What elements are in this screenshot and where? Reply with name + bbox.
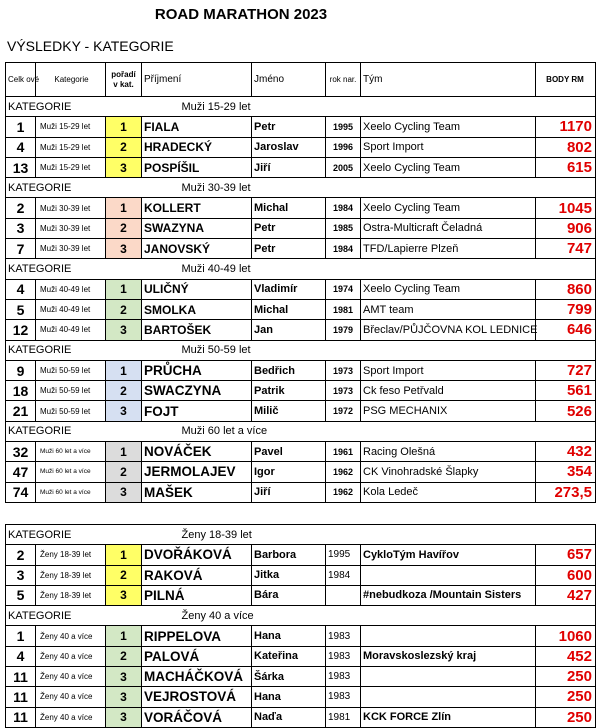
section-header-row bbox=[6, 524, 596, 544]
birth-year-cell: 1984 bbox=[326, 565, 361, 585]
category-rank-cell: 3 bbox=[106, 667, 142, 687]
category-rank-cell: 3 bbox=[106, 401, 142, 421]
header-rank: pořadí v kat. bbox=[106, 63, 142, 97]
birth-year-cell: 1974 bbox=[326, 279, 361, 299]
birth-year-cell: 1995 bbox=[326, 117, 361, 137]
category-rank-cell: 3 bbox=[106, 707, 142, 727]
overall-position-cell: 3 bbox=[6, 218, 36, 238]
category-rank-cell: 3 bbox=[106, 482, 142, 502]
first-name-cell: Jitka bbox=[252, 565, 326, 585]
points-cell: 646 bbox=[536, 320, 596, 340]
section-label: KATEGORIE bbox=[6, 340, 142, 360]
category-cell: Muži 30-39 let bbox=[36, 218, 106, 238]
first-name-cell: Michal bbox=[252, 299, 326, 319]
category-cell: Muži 50-59 let bbox=[36, 360, 106, 380]
table-row bbox=[6, 198, 596, 218]
category-cell: Muži 60 let a více bbox=[36, 482, 106, 502]
category-cell: Ženy 40 a více bbox=[36, 707, 106, 727]
category-cell: Muži 30-39 let bbox=[36, 239, 106, 259]
team-cell: CK Vinohradské Šlapky bbox=[361, 462, 536, 482]
table-row bbox=[6, 218, 596, 238]
first-name-cell: Patrik bbox=[252, 381, 326, 401]
category-cell: Muži 40-49 let bbox=[36, 299, 106, 319]
points-cell: 250 bbox=[536, 667, 596, 687]
header-category: Kategorie bbox=[36, 63, 106, 97]
points-cell: 657 bbox=[536, 545, 596, 565]
table-row bbox=[6, 239, 596, 259]
category-rank-cell: 2 bbox=[106, 137, 142, 157]
surname-cell: ULIČNÝ bbox=[142, 279, 252, 299]
spacer-row bbox=[6, 502, 596, 524]
category-cell: Muži 40-49 let bbox=[36, 279, 106, 299]
surname-cell: JANOVSKÝ bbox=[142, 239, 252, 259]
table-row bbox=[6, 137, 596, 157]
birth-year-cell: 1983 bbox=[326, 687, 361, 707]
table-row bbox=[6, 442, 596, 462]
overall-position-cell: 4 bbox=[6, 646, 36, 666]
overall-position-cell: 18 bbox=[6, 381, 36, 401]
first-name-cell: Naďa bbox=[252, 707, 326, 727]
category-rank-cell: 1 bbox=[106, 279, 142, 299]
team-cell: CykloTým Havířov bbox=[361, 545, 536, 565]
first-name-cell: Jiří bbox=[252, 157, 326, 177]
first-name-cell: Jaroslav bbox=[252, 137, 326, 157]
first-name-cell: Bedřich bbox=[252, 360, 326, 380]
surname-cell: FIALA bbox=[142, 117, 252, 137]
birth-year-cell: 1981 bbox=[326, 299, 361, 319]
overall-position-cell: 3 bbox=[6, 565, 36, 585]
team-cell: KCK FORCE Zlín bbox=[361, 707, 536, 727]
section-label: KATEGORIE bbox=[6, 259, 142, 279]
surname-cell: PRŮCHA bbox=[142, 360, 252, 380]
section-header-row bbox=[6, 259, 596, 279]
team-cell: Racing Olešná bbox=[361, 442, 536, 462]
overall-position-cell: 2 bbox=[6, 198, 36, 218]
surname-cell: PILNÁ bbox=[142, 585, 252, 605]
surname-cell: DVOŘÁKOVÁ bbox=[142, 545, 252, 565]
category-cell: Ženy 40 a více bbox=[36, 626, 106, 646]
section-header-row bbox=[6, 97, 596, 117]
points-cell: 427 bbox=[536, 585, 596, 605]
category-cell: Muži 60 let a více bbox=[36, 442, 106, 462]
page-subtitle: VÝSLEDKY - KATEGORIE bbox=[7, 38, 174, 54]
category-cell: Muži 60 let a více bbox=[36, 462, 106, 482]
section-header-row bbox=[6, 606, 596, 626]
overall-position-cell: 1 bbox=[6, 117, 36, 137]
section-name: Muži 30-39 let bbox=[142, 178, 596, 198]
overall-position-cell: 5 bbox=[6, 585, 36, 605]
birth-year-cell: 1979 bbox=[326, 320, 361, 340]
category-cell: Ženy 18-39 let bbox=[36, 545, 106, 565]
team-cell: PSG MECHANIX bbox=[361, 401, 536, 421]
birth-year-cell: 1983 bbox=[326, 626, 361, 646]
team-cell: Xeelo Cycling Team bbox=[361, 279, 536, 299]
surname-cell: NOVÁČEK bbox=[142, 442, 252, 462]
first-name-cell: Petr bbox=[252, 239, 326, 259]
category-cell: Ženy 40 a více bbox=[36, 687, 106, 707]
header-overall: Celk ové bbox=[6, 63, 36, 97]
section-name: Muži 40-49 let bbox=[142, 259, 596, 279]
overall-position-cell: 21 bbox=[6, 401, 36, 421]
surname-cell: KOLLERT bbox=[142, 198, 252, 218]
table-row bbox=[6, 626, 596, 646]
overall-position-cell: 1 bbox=[6, 626, 36, 646]
section-name: Muži 60 let a více bbox=[142, 421, 596, 441]
points-cell: 860 bbox=[536, 279, 596, 299]
category-rank-cell: 2 bbox=[106, 381, 142, 401]
team-cell: AMT team bbox=[361, 299, 536, 319]
points-cell: 1170 bbox=[536, 117, 596, 137]
birth-year-cell: 1983 bbox=[326, 667, 361, 687]
surname-cell: PALOVÁ bbox=[142, 646, 252, 666]
first-name-cell: Milič bbox=[252, 401, 326, 421]
surname-cell: BARTOŠEK bbox=[142, 320, 252, 340]
first-name-cell: Igor bbox=[252, 462, 326, 482]
team-cell: #nebudkoza /Mountain Sisters bbox=[361, 585, 536, 605]
first-name-cell: Hana bbox=[252, 687, 326, 707]
table-row bbox=[6, 360, 596, 380]
category-rank-cell: 2 bbox=[106, 462, 142, 482]
surname-cell: POSPÍŠIL bbox=[142, 157, 252, 177]
overall-position-cell: 9 bbox=[6, 360, 36, 380]
points-cell: 354 bbox=[536, 462, 596, 482]
section-label: KATEGORIE bbox=[6, 97, 142, 117]
overall-position-cell: 47 bbox=[6, 462, 36, 482]
surname-cell: FOJT bbox=[142, 401, 252, 421]
team-cell bbox=[361, 565, 536, 585]
birth-year-cell: 1961 bbox=[326, 442, 361, 462]
category-rank-cell: 3 bbox=[106, 687, 142, 707]
points-cell: 906 bbox=[536, 218, 596, 238]
surname-cell: MACHÁČKOVÁ bbox=[142, 667, 252, 687]
first-name-cell: Pavel bbox=[252, 442, 326, 462]
first-name-cell: Bára bbox=[252, 585, 326, 605]
category-cell: Muži 15-29 let bbox=[36, 157, 106, 177]
page-title: ROAD MARATHON 2023 bbox=[154, 6, 328, 23]
birth-year-cell: 1985 bbox=[326, 218, 361, 238]
surname-cell: SMOLKA bbox=[142, 299, 252, 319]
overall-position-cell: 7 bbox=[6, 239, 36, 259]
first-name-cell: Hana bbox=[252, 626, 326, 646]
points-cell: 615 bbox=[536, 157, 596, 177]
table-row bbox=[6, 646, 596, 666]
table-row bbox=[6, 157, 596, 177]
category-cell: Muži 50-59 let bbox=[36, 381, 106, 401]
birth-year-cell: 2005 bbox=[326, 157, 361, 177]
points-cell: 1060 bbox=[536, 626, 596, 646]
header-year: rok nar. bbox=[326, 63, 361, 97]
overall-position-cell: 11 bbox=[6, 667, 36, 687]
team-cell bbox=[361, 667, 536, 687]
section-label: KATEGORIE bbox=[6, 421, 142, 441]
team-cell: Ck feso Petřvald bbox=[361, 381, 536, 401]
first-name-cell: Petr bbox=[252, 218, 326, 238]
birth-year-cell: 1962 bbox=[326, 462, 361, 482]
category-rank-cell: 1 bbox=[106, 198, 142, 218]
points-cell: 727 bbox=[536, 360, 596, 380]
table-row bbox=[6, 381, 596, 401]
section-name: Muži 50-59 let bbox=[142, 340, 596, 360]
section-label: KATEGORIE bbox=[6, 524, 142, 544]
overall-position-cell: 12 bbox=[6, 320, 36, 340]
category-rank-cell: 2 bbox=[106, 646, 142, 666]
category-rank-cell: 3 bbox=[106, 239, 142, 259]
surname-cell: VORÁČOVÁ bbox=[142, 707, 252, 727]
surname-cell: RIPPELOVA bbox=[142, 626, 252, 646]
birth-year-cell: 1995 bbox=[326, 545, 361, 565]
birth-year-cell: 1962 bbox=[326, 482, 361, 502]
team-cell: TFD/Lapierre Plzeň bbox=[361, 239, 536, 259]
overall-position-cell: 5 bbox=[6, 299, 36, 319]
points-cell: 1045 bbox=[536, 198, 596, 218]
section-label: KATEGORIE bbox=[6, 178, 142, 198]
category-cell: Muži 40-49 let bbox=[36, 320, 106, 340]
overall-position-cell: 32 bbox=[6, 442, 36, 462]
category-rank-cell: 3 bbox=[106, 157, 142, 177]
surname-cell: SWAZYNA bbox=[142, 218, 252, 238]
table-row bbox=[6, 687, 596, 707]
team-cell bbox=[361, 687, 536, 707]
birth-year-cell: 1984 bbox=[326, 239, 361, 259]
surname-cell: SWACZYNA bbox=[142, 381, 252, 401]
overall-position-cell: 11 bbox=[6, 707, 36, 727]
section-label: KATEGORIE bbox=[6, 606, 142, 626]
overall-position-cell: 4 bbox=[6, 279, 36, 299]
first-name-cell: Barbora bbox=[252, 545, 326, 565]
birth-year-cell: 1981 bbox=[326, 707, 361, 727]
overall-position-cell: 2 bbox=[6, 545, 36, 565]
category-cell: Ženy 40 a více bbox=[36, 646, 106, 666]
birth-year-cell bbox=[326, 585, 361, 605]
section-header-row bbox=[6, 340, 596, 360]
team-cell: Xeelo Cycling Team bbox=[361, 117, 536, 137]
birth-year-cell: 1973 bbox=[326, 360, 361, 380]
team-cell: Moravskoslezský kraj bbox=[361, 646, 536, 666]
category-cell: Ženy 18-39 let bbox=[36, 565, 106, 585]
team-cell: Břeclav/PŮJČOVNA KOL LEDNICE bbox=[361, 320, 536, 340]
header-name: Jméno bbox=[252, 63, 326, 97]
points-cell: 432 bbox=[536, 442, 596, 462]
section-header-row bbox=[6, 178, 596, 198]
points-cell: 747 bbox=[536, 239, 596, 259]
section-name: Muži 15-29 let bbox=[142, 97, 596, 117]
table-row bbox=[6, 279, 596, 299]
section-header-row bbox=[6, 421, 596, 441]
points-cell: 452 bbox=[536, 646, 596, 666]
first-name-cell: Michal bbox=[252, 198, 326, 218]
points-cell: 600 bbox=[536, 565, 596, 585]
surname-cell: JERMOLAJEV bbox=[142, 462, 252, 482]
results-table bbox=[5, 62, 596, 728]
points-cell: 526 bbox=[536, 401, 596, 421]
section-name: Ženy 40 a více bbox=[142, 606, 596, 626]
section-name: Ženy 18-39 let bbox=[142, 524, 596, 544]
points-cell: 802 bbox=[536, 137, 596, 157]
category-rank-cell: 2 bbox=[106, 565, 142, 585]
category-rank-cell: 1 bbox=[106, 117, 142, 137]
team-cell: Ostra-Multicraft Čeladná bbox=[361, 218, 536, 238]
table-row bbox=[6, 585, 596, 605]
header-points: BODY RM bbox=[536, 63, 596, 97]
birth-year-cell: 1996 bbox=[326, 137, 361, 157]
category-cell: Muži 30-39 let bbox=[36, 198, 106, 218]
table-row bbox=[6, 482, 596, 502]
surname-cell: MAŠEK bbox=[142, 482, 252, 502]
header-row bbox=[6, 63, 596, 97]
table-row bbox=[6, 462, 596, 482]
table-row bbox=[6, 545, 596, 565]
first-name-cell: Kateřina bbox=[252, 646, 326, 666]
category-rank-cell: 1 bbox=[106, 442, 142, 462]
team-cell: Xeelo Cycling Team bbox=[361, 157, 536, 177]
team-cell: Kola Ledeč bbox=[361, 482, 536, 502]
category-cell: Muži 50-59 let bbox=[36, 401, 106, 421]
category-rank-cell: 1 bbox=[106, 626, 142, 646]
category-rank-cell: 2 bbox=[106, 218, 142, 238]
table-row bbox=[6, 299, 596, 319]
birth-year-cell: 1984 bbox=[326, 198, 361, 218]
first-name-cell: Jan bbox=[252, 320, 326, 340]
team-cell: Sport Import bbox=[361, 360, 536, 380]
team-cell bbox=[361, 626, 536, 646]
category-rank-cell: 2 bbox=[106, 299, 142, 319]
table-row bbox=[6, 667, 596, 687]
first-name-cell: Jiří bbox=[252, 482, 326, 502]
overall-position-cell: 4 bbox=[6, 137, 36, 157]
category-cell: Ženy 40 a více bbox=[36, 667, 106, 687]
category-rank-cell: 3 bbox=[106, 320, 142, 340]
first-name-cell: Petr bbox=[252, 117, 326, 137]
first-name-cell: Šárka bbox=[252, 667, 326, 687]
category-rank-cell: 1 bbox=[106, 545, 142, 565]
table-row bbox=[6, 320, 596, 340]
points-cell: 250 bbox=[536, 707, 596, 727]
surname-cell: RAKOVÁ bbox=[142, 565, 252, 585]
header-team: Tým bbox=[361, 63, 536, 97]
birth-year-cell: 1972 bbox=[326, 401, 361, 421]
points-cell: 799 bbox=[536, 299, 596, 319]
team-cell: Sport Import bbox=[361, 137, 536, 157]
category-cell: Muži 15-29 let bbox=[36, 137, 106, 157]
points-cell: 250 bbox=[536, 687, 596, 707]
birth-year-cell: 1973 bbox=[326, 381, 361, 401]
surname-cell: VEJROSTOVÁ bbox=[142, 687, 252, 707]
category-cell: Ženy 18-39 let bbox=[36, 585, 106, 605]
table-row bbox=[6, 117, 596, 137]
category-cell: Muži 15-29 let bbox=[36, 117, 106, 137]
team-cell: Xeelo Cycling Team bbox=[361, 198, 536, 218]
overall-position-cell: 13 bbox=[6, 157, 36, 177]
birth-year-cell: 1983 bbox=[326, 646, 361, 666]
surname-cell: HRADECKÝ bbox=[142, 137, 252, 157]
overall-position-cell: 74 bbox=[6, 482, 36, 502]
category-rank-cell: 1 bbox=[106, 360, 142, 380]
category-rank-cell: 3 bbox=[106, 585, 142, 605]
points-cell: 273,5 bbox=[536, 482, 596, 502]
overall-position-cell: 11 bbox=[6, 687, 36, 707]
spacer-cell bbox=[6, 502, 596, 524]
table-row bbox=[6, 707, 596, 727]
points-cell: 561 bbox=[536, 381, 596, 401]
table-row bbox=[6, 401, 596, 421]
table-row bbox=[6, 565, 596, 585]
header-surname: Příjmení bbox=[142, 63, 252, 97]
first-name-cell: Vladimír bbox=[252, 279, 326, 299]
